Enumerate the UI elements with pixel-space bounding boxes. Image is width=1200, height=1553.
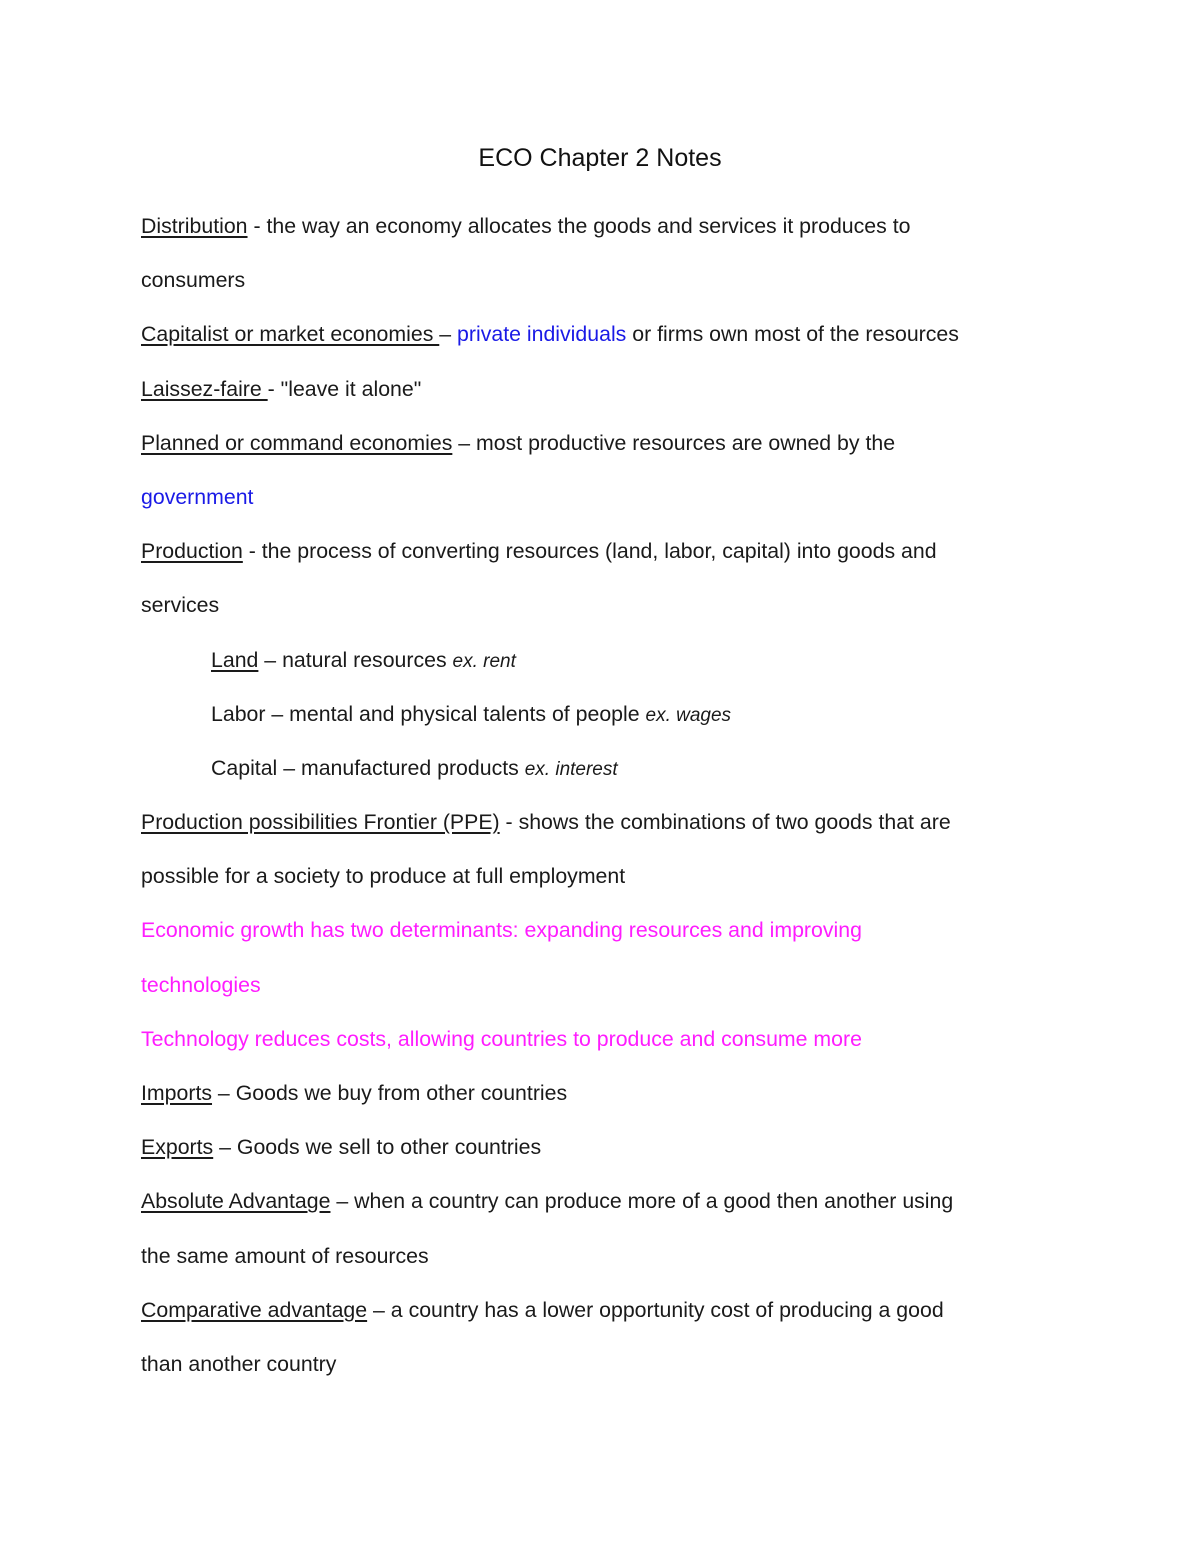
example-capital: ex. interest	[524, 758, 618, 780]
entry-ppf	[141, 795, 1071, 849]
highlight-private-individuals: private individuals	[457, 322, 627, 347]
note-technology: Technology reduces costs, allowing countries to produce and consume more	[141, 1026, 862, 1051]
note-growth: Economic growth has two determinants: expanding resources and improving	[141, 918, 862, 943]
example-labor: ex. wages	[645, 704, 732, 726]
entry-imports	[141, 1066, 1071, 1120]
definition-ppf-cont: possible for a society to produce at full employment	[141, 864, 626, 889]
term-capitalist: Capitalist or market economies	[141, 322, 440, 347]
definition-labor: Labor – mental and physical talents of people	[211, 701, 646, 726]
entry-labor	[141, 687, 1071, 741]
definition-capital: Capital – manufactured products	[211, 755, 525, 780]
highlight-government: government	[141, 484, 254, 509]
term-comparative: Comparative advantage	[141, 1297, 368, 1322]
example-land: ex. rent	[452, 650, 516, 672]
term-planned: Planned or command economies	[141, 430, 453, 455]
note-growth-cont: technologies	[141, 972, 261, 997]
definition-laissez-faire: - "leave it alone"	[267, 376, 422, 401]
definition-production: - the process of converting resources (land, labor, capital) into goods and	[242, 539, 937, 564]
definition-production-cont: services	[141, 593, 220, 618]
definition-exports: – Goods we sell to other countries	[213, 1135, 542, 1160]
entry-absolute	[141, 1174, 1071, 1228]
entry-technology	[141, 1012, 1071, 1066]
entry-comparative-cont	[141, 1337, 1071, 1391]
notes-body	[141, 199, 1071, 1391]
page-title: ECO Chapter 2 Notes	[478, 144, 722, 172]
entry-absolute-cont	[141, 1229, 1071, 1283]
term-exports: Exports	[141, 1135, 214, 1160]
definition-absolute: – when a country can produce more of a good then another using	[330, 1189, 954, 1214]
entry-capital	[141, 741, 1071, 795]
definition-absolute-cont: the same amount of resources	[141, 1243, 429, 1268]
definition-comparative-cont: than another country	[141, 1351, 337, 1376]
definition-imports: – Goods we buy from other countries	[212, 1081, 568, 1105]
definition-planned: – most productive resources are owned by the	[452, 430, 896, 455]
entry-ppf-cont	[141, 849, 1071, 903]
definition-distribution: - the way an economy allocates the goods and services it produces to	[247, 214, 911, 238]
entry-production	[141, 524, 1071, 578]
entry-planned	[141, 416, 1071, 470]
entry-distribution-cont	[141, 253, 1071, 307]
entry-growth-cont	[141, 958, 1071, 1012]
entry-planned-cont	[141, 470, 1071, 524]
entry-production-cont	[141, 578, 1071, 632]
term-distribution: Distribution	[141, 214, 248, 238]
definition-ppf: - shows the combinations of two goods that are	[499, 810, 951, 835]
entry-laissez-faire	[141, 362, 1071, 416]
definition-land: – natural resources	[258, 647, 453, 672]
definition-distribution-cont: consumers	[141, 268, 246, 293]
term-land: Land	[211, 647, 259, 672]
entry-exports	[141, 1120, 1071, 1174]
definition-capitalist: or firms own most of the resources	[626, 322, 959, 347]
term-absolute: Absolute Advantage	[141, 1189, 331, 1214]
term-ppf: Production possibilities Frontier (PPE)	[141, 810, 500, 835]
entry-distribution	[141, 199, 1071, 253]
entry-capitalist	[141, 307, 1071, 361]
term-production: Production	[141, 539, 243, 564]
entry-growth	[141, 903, 1071, 957]
entry-land	[141, 633, 1071, 687]
definition-comparative: – a country has a lower opportunity cost of producing a good	[367, 1297, 944, 1322]
dash: –	[439, 322, 458, 347]
term-laissez-faire: Laissez-faire	[141, 376, 268, 401]
term-imports: Imports	[141, 1081, 213, 1105]
entry-comparative	[141, 1283, 1071, 1337]
